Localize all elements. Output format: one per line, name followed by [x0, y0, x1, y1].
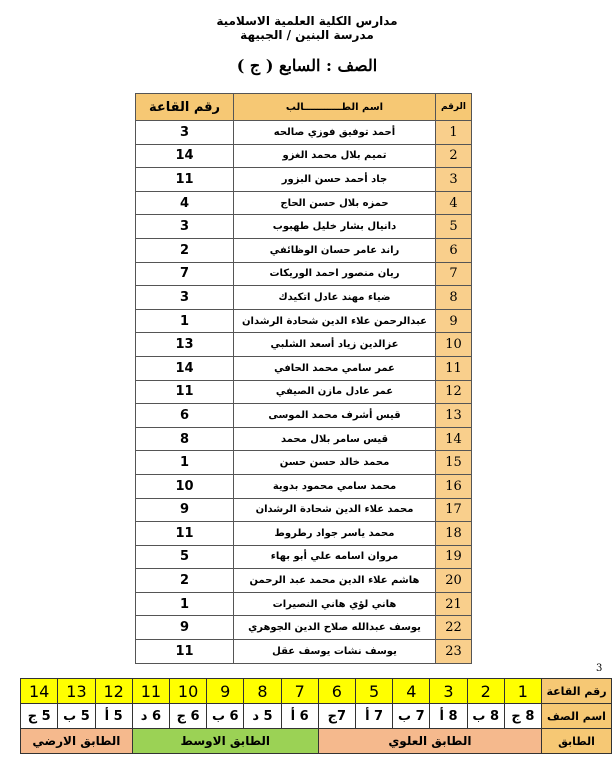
header-number: الرقم [436, 94, 472, 121]
table-row [136, 640, 472, 664]
row-label-floor: الطابق [542, 729, 612, 754]
room-number: 11 [136, 640, 234, 664]
student-name: عمر عادل مازن الصيفي [234, 380, 436, 404]
class-cell: 7 أ [355, 704, 392, 729]
room-cell: 8 [244, 679, 281, 704]
room-cell: 4 [393, 679, 430, 704]
table-row [136, 522, 472, 546]
row-number: 16 [436, 474, 472, 498]
room-number: 1 [136, 309, 234, 333]
floor-room-table [20, 678, 612, 754]
class-cell: 5 د [244, 704, 281, 729]
student-name: محمد ياسر جواد رطروط [234, 522, 436, 546]
room-number: 5 [136, 545, 234, 569]
room-number: 3 [136, 215, 234, 239]
table-row [136, 404, 472, 428]
room-number: 2 [136, 569, 234, 593]
room-cell: 9 [207, 679, 244, 704]
page-number: 3 [596, 663, 603, 674]
document-header [0, 14, 614, 75]
room-cell: 6 [318, 679, 355, 704]
table-row [136, 262, 472, 286]
room-number: 11 [136, 522, 234, 546]
class-name-row [21, 704, 612, 729]
class-cell: 7ج [318, 704, 355, 729]
class-cell: 6 ج [169, 704, 206, 729]
room-cell: 12 [95, 679, 132, 704]
row-number: 14 [436, 427, 472, 451]
room-number: 7 [136, 262, 234, 286]
student-name: هاني لؤي هاني النصيرات [234, 592, 436, 616]
room-cell: 2 [467, 679, 504, 704]
student-name: راند عامر حسان الوظائفي [234, 238, 436, 262]
room-cell: 5 [355, 679, 392, 704]
student-name: هاشم علاء الدين محمد عبد الرحمن [234, 569, 436, 593]
table-row [136, 215, 472, 239]
student-name: تميم بلال محمد الغزو [234, 144, 436, 168]
student-name: قيس سامر بلال محمد [234, 427, 436, 451]
student-name: دانيال بشار خليل طهبوب [234, 215, 436, 239]
table-row [136, 474, 472, 498]
student-roster-table [135, 93, 472, 664]
student-name: محمد خالد حسن حسن [234, 451, 436, 475]
room-number: 14 [136, 144, 234, 168]
row-number: 19 [436, 545, 472, 569]
room-number: 13 [136, 333, 234, 357]
table-row [136, 238, 472, 262]
student-name: مروان اسامه علي أبو بهاء [234, 545, 436, 569]
room-number: 11 [136, 380, 234, 404]
room-cell: 14 [21, 679, 58, 704]
roster-body [136, 121, 472, 664]
row-number: 3 [436, 168, 472, 192]
floor-ground: الطابق الارضي [21, 729, 133, 754]
floor-row [21, 729, 612, 754]
row-number: 4 [436, 191, 472, 215]
row-number: 23 [436, 640, 472, 664]
row-number: 6 [436, 238, 472, 262]
room-number: 4 [136, 191, 234, 215]
table-row [136, 569, 472, 593]
class-cell: 5 ب [58, 704, 95, 729]
table-row [136, 168, 472, 192]
class-cell: 7 ب [393, 704, 430, 729]
room-number: 1 [136, 592, 234, 616]
row-number: 9 [436, 309, 472, 333]
row-number: 5 [436, 215, 472, 239]
room-number: 3 [136, 121, 234, 145]
student-name: عمر سامي محمد الحافي [234, 356, 436, 380]
branch-name: مدرسة البنين / الجبيهة [240, 28, 374, 42]
school-name: مدارس الكلية العلمية الاسلامية [216, 14, 398, 28]
room-number: 3 [136, 286, 234, 310]
table-row [136, 380, 472, 404]
table-row [136, 616, 472, 640]
room-number: 10 [136, 474, 234, 498]
floor-middle: الطابق الاوسط [132, 729, 318, 754]
table-row [136, 451, 472, 475]
row-number: 12 [436, 380, 472, 404]
row-number: 10 [436, 333, 472, 357]
student-name: قيس أشرف محمد الموسى [234, 404, 436, 428]
table-row [136, 144, 472, 168]
row-number: 13 [436, 404, 472, 428]
class-cell: 6 أ [281, 704, 318, 729]
row-number: 21 [436, 592, 472, 616]
room-cell: 1 [504, 679, 541, 704]
table-row [136, 545, 472, 569]
row-number: 18 [436, 522, 472, 546]
table-row [136, 592, 472, 616]
row-label-class: اسم الصف [542, 704, 612, 729]
row-number: 20 [436, 569, 472, 593]
student-name: أحمد توفيق فوزي صالحه [234, 121, 436, 145]
row-number: 1 [436, 121, 472, 145]
row-label-room: رقم القاعة [542, 679, 612, 704]
student-name: ريان منصور احمد الوريكات [234, 262, 436, 286]
class-cell: 8 ج [504, 704, 541, 729]
student-name: عزالدين زياد أسعد الشلبي [234, 333, 436, 357]
room-number: 9 [136, 498, 234, 522]
room-number-row [21, 679, 612, 704]
student-name: محمد علاء الدين شحادة الرشدان [234, 498, 436, 522]
student-name: جاد أحمد حسن البزور [234, 168, 436, 192]
room-number: 14 [136, 356, 234, 380]
class-cell: 5 أ [95, 704, 132, 729]
table-row [136, 309, 472, 333]
row-number: 2 [436, 144, 472, 168]
table-row [136, 427, 472, 451]
room-cell: 7 [281, 679, 318, 704]
row-number: 7 [436, 262, 472, 286]
class-cell: 6 ب [207, 704, 244, 729]
table-row [136, 333, 472, 357]
room-number: 9 [136, 616, 234, 640]
room-number: 2 [136, 238, 234, 262]
row-number: 15 [436, 451, 472, 475]
student-name: عبدالرحمن علاء الدين شحادة الرشدان [234, 309, 436, 333]
class-cell: 8 ب [467, 704, 504, 729]
class-cell: 6 د [132, 704, 169, 729]
room-cell: 13 [58, 679, 95, 704]
roster-header-row [136, 94, 472, 121]
room-cell: 10 [169, 679, 206, 704]
row-number: 8 [436, 286, 472, 310]
table-row [136, 191, 472, 215]
student-name: حمزه بلال حسن الحاج [234, 191, 436, 215]
student-name: يوسف نشات يوسف عقل [234, 640, 436, 664]
table-row [136, 498, 472, 522]
class-cell: 8 أ [430, 704, 467, 729]
table-row [136, 356, 472, 380]
student-name: ضياء مهند عادل اتكيدك [234, 286, 436, 310]
table-row [136, 121, 472, 145]
class-cell: 5 ج [21, 704, 58, 729]
room-number: 11 [136, 168, 234, 192]
table-row [136, 286, 472, 310]
room-number: 1 [136, 451, 234, 475]
student-name: محمد سامي محمود بدوية [234, 474, 436, 498]
header-student-name: اسم الطـــــــــــالب [234, 94, 436, 121]
room-cell: 3 [430, 679, 467, 704]
student-name: يوسف عبدالله صلاح الدين الجوهري [234, 616, 436, 640]
row-number: 11 [436, 356, 472, 380]
class-title: الصف : السابع ( ج ) [236, 56, 378, 75]
floor-upper: الطابق العلوي [318, 729, 541, 754]
room-cell: 11 [132, 679, 169, 704]
room-number: 8 [136, 427, 234, 451]
header-room-number: رقم القاعة [136, 94, 234, 121]
room-number: 6 [136, 404, 234, 428]
row-number: 17 [436, 498, 472, 522]
row-number: 22 [436, 616, 472, 640]
